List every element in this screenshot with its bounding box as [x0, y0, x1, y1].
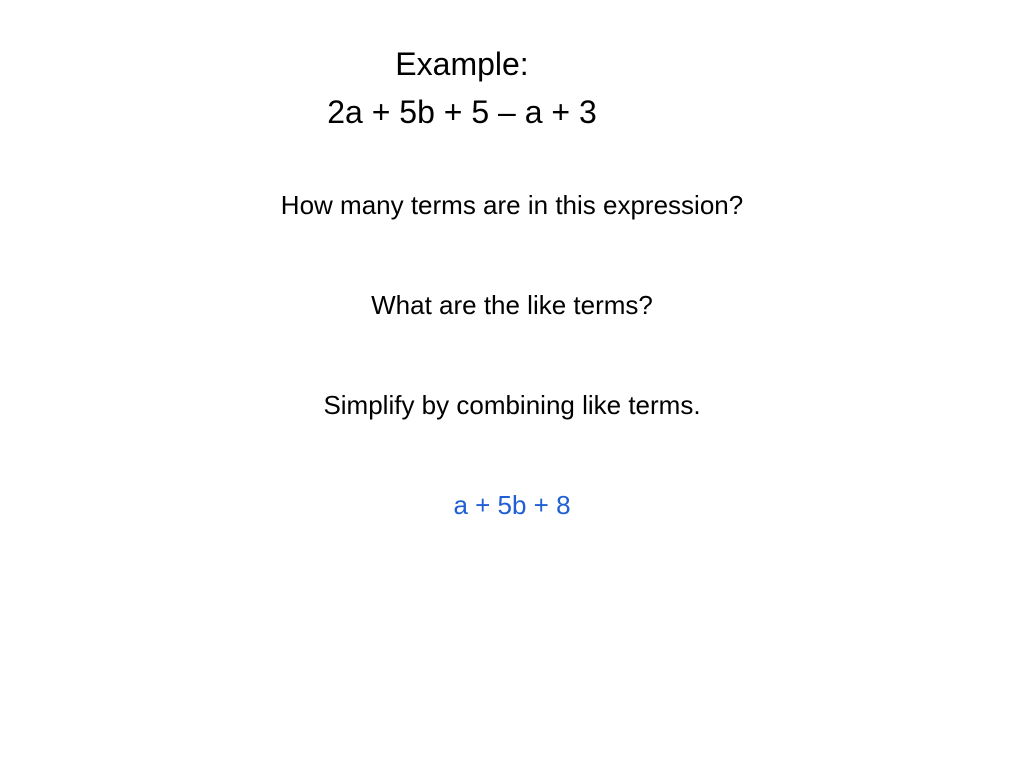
- spacer: [0, 330, 1024, 380]
- title-expression: 2a + 5b + 5 – a + 3: [327, 94, 597, 130]
- question-count-terms: How many terms are in this expression?: [280, 190, 744, 220]
- spacer: [0, 430, 1024, 480]
- question-like-terms: What are the like terms?: [371, 290, 653, 320]
- title-heading: Example:: [395, 46, 529, 82]
- slide-title: [0, 40, 924, 136]
- answer-expression: a + 5b + 8: [453, 490, 571, 520]
- question-simplify: Simplify by combining like terms.: [323, 390, 701, 420]
- spacer: [0, 230, 1024, 280]
- slide-body: [0, 180, 1024, 530]
